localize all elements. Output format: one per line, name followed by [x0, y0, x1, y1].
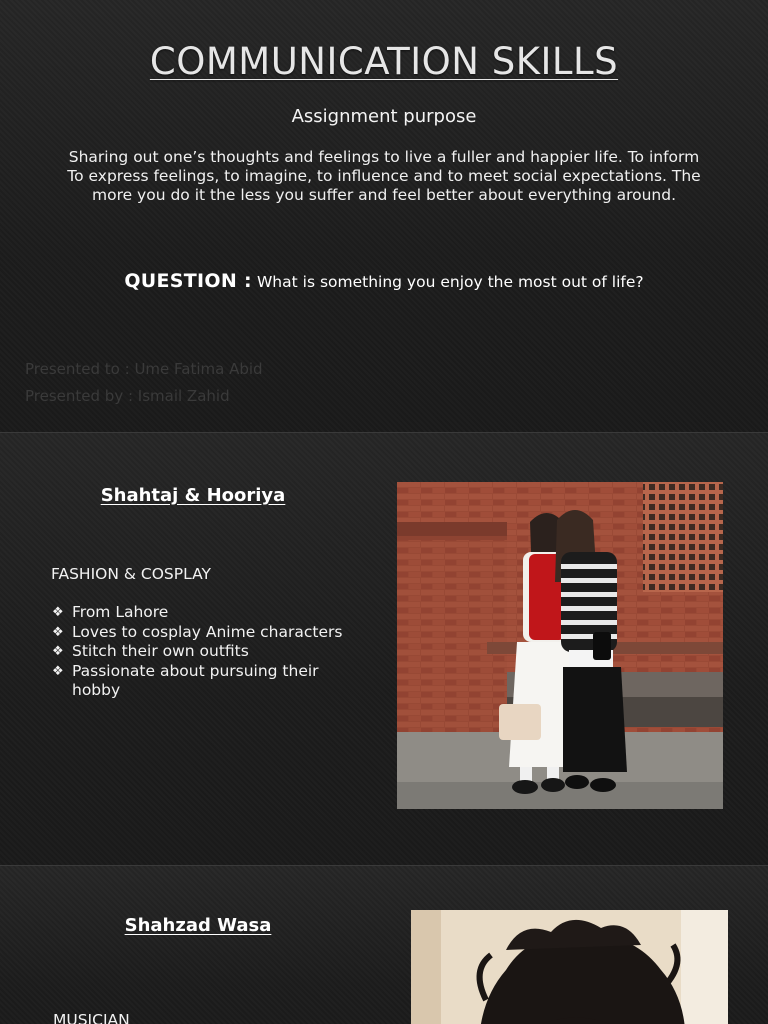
list-item-text: Stitch their own outfits [72, 642, 249, 660]
person-name: Shahtaj & Hooriya [100, 485, 286, 506]
question-line [0, 270, 768, 292]
photo-musician-portrait [411, 910, 728, 1024]
diamond-bullet-icon: ❖ [52, 605, 64, 620]
assignment-purpose-text [40, 148, 728, 205]
assignment-subtitle: Assignment purpose [291, 106, 477, 127]
purpose-line: Sharing out one’s thoughts and feelings to live a fuller and happier life. To inform [68, 148, 700, 166]
presented-by: Presented by : Ismail Zahid [25, 387, 230, 405]
diamond-bullet-icon: ❖ [52, 624, 64, 640]
list-item [51, 603, 361, 623]
diamond-bullet-icon: ❖ [52, 663, 64, 679]
list-item-text: Loves to cosplay Anime characters [72, 622, 343, 641]
question-label: QUESTION : [124, 270, 252, 292]
presenters-block [25, 356, 263, 410]
presented-to: Presented to : Ume Fatima Abid [25, 360, 263, 378]
question-text: What is something you enjoy the most out of life? [256, 273, 644, 291]
list-item-text: From Lahore [72, 603, 169, 621]
person-name: Shahzad Wasa [124, 915, 272, 936]
purpose-line: more you do it the less you suffer and feel better about everything around. [91, 186, 677, 204]
photo-illustration [411, 910, 728, 1024]
photo-two-girls-brick-wall [397, 482, 723, 809]
diamond-bullet-icon: ❖ [52, 644, 64, 659]
category-label: FASHION & COSPLAY [51, 565, 211, 583]
list-item [51, 662, 361, 701]
slide-shahtaj-hooriya [0, 433, 768, 865]
slide-shahzad-wasa [0, 866, 768, 1024]
photo-illustration [397, 482, 723, 809]
slide-title [0, 0, 768, 432]
presentation-title: COMMUNICATION SKILLS [149, 40, 619, 83]
list-item [51, 642, 361, 662]
list-item-text: Passionate about pursuing their hobby [72, 661, 319, 699]
list-item [51, 623, 361, 643]
purpose-line: To express feelings, to imagine, to influence and to meet social expectations. The [67, 167, 701, 185]
category-label: MUSICIAN [53, 1011, 130, 1024]
bullet-list [51, 603, 361, 701]
